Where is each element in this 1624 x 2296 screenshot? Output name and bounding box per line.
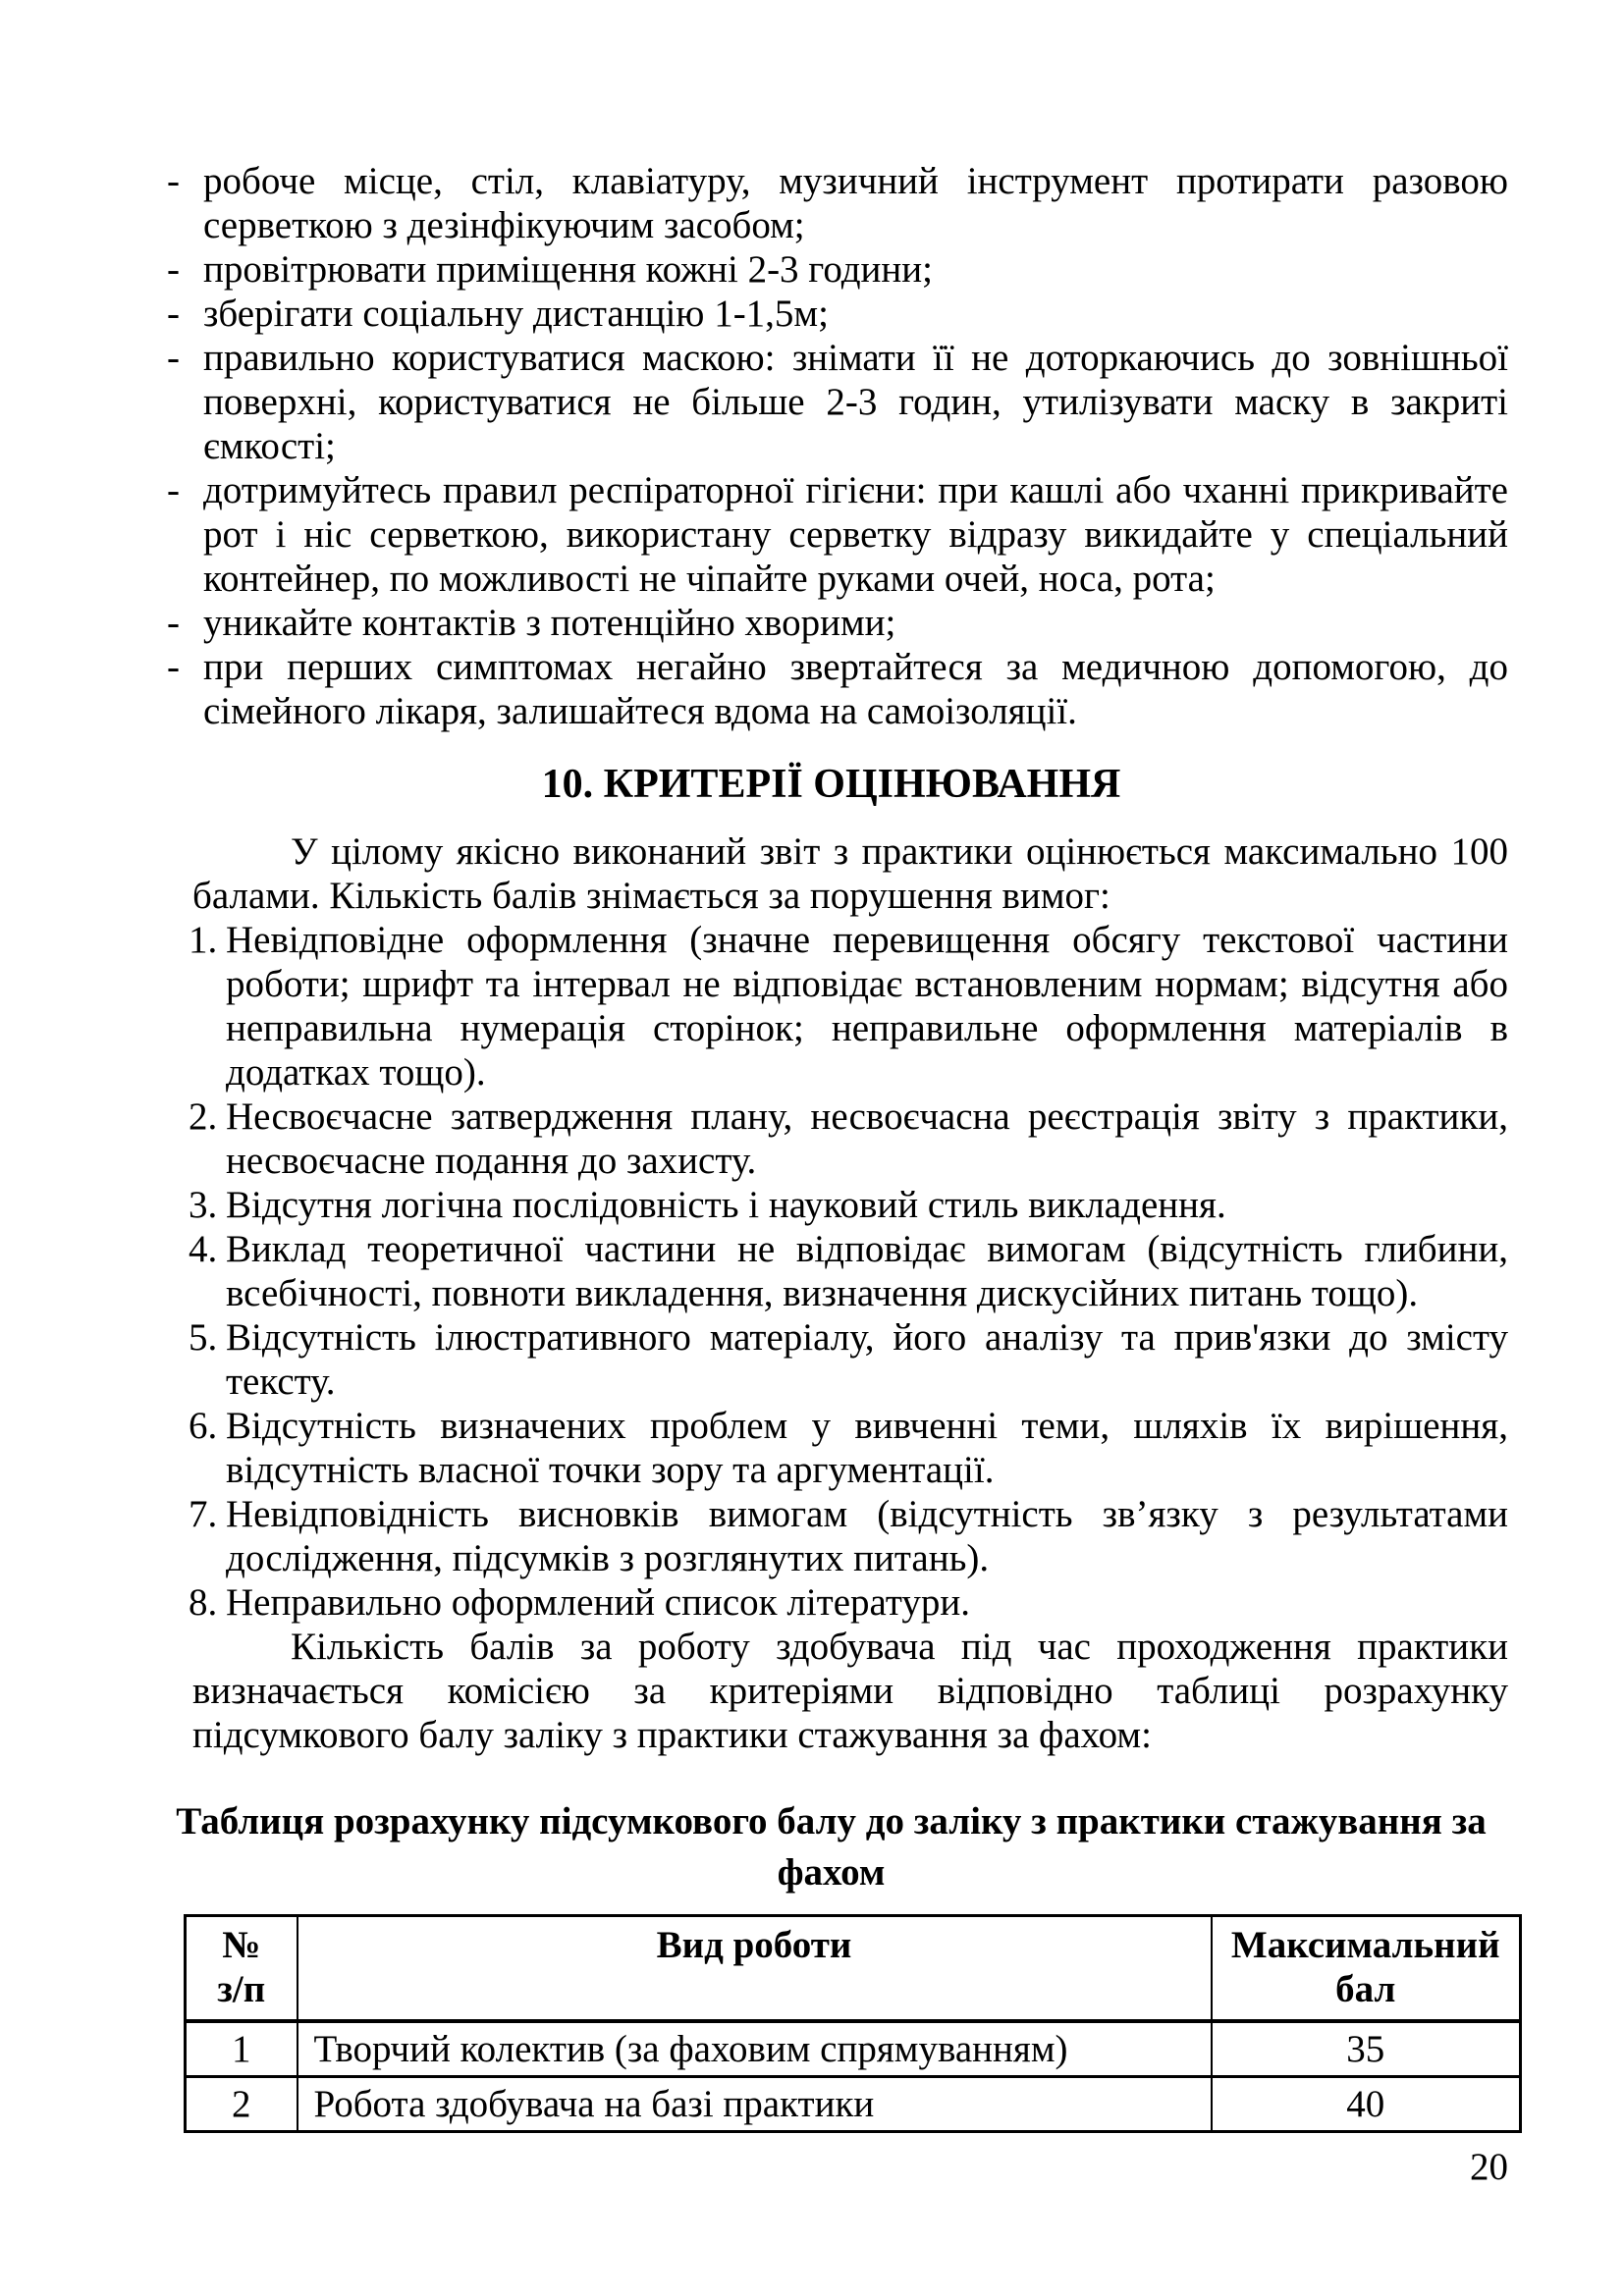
list-item <box>167 601 1508 645</box>
dash-marker: - <box>167 646 180 688</box>
table-row <box>186 2077 1521 2132</box>
list-item <box>167 247 1508 292</box>
list-item-text: Відсутність ілюстративного матеріалу, його аналізу та прив'язки до змісту тексту. <box>226 1316 1508 1403</box>
page-number: 20 <box>1470 2146 1508 2188</box>
column-header-max-score <box>1212 1916 1521 2022</box>
dash-marker: - <box>167 248 180 291</box>
list-item-text: зберігати соціальну дистанцію 1-1,5м; <box>203 293 829 335</box>
dash-marker: - <box>167 293 180 335</box>
closing-paragraph: Кількість балів за роботу здобувача під час проходження практики визначається комісією за критеріями відповідно таблиці розрахунку підсумкового балу заліку з практики стажування за фахом: <box>192 1626 1508 1756</box>
list-item <box>189 1227 1508 1315</box>
work-type-cell: Творчий колектив (за фаховим спрямуванням) <box>298 2021 1212 2077</box>
column-header-line: Вид роботи <box>656 1924 852 1966</box>
list-item <box>189 1404 1508 1492</box>
item-number: 5. <box>189 1316 218 1359</box>
list-item-text: Виклад теоретичної частини не відповідає вимогам (відсутність глибини, всебічності, повноти викладення, визначення дискусійних питань тощо). <box>226 1228 1508 1314</box>
table-header <box>186 1916 1521 2022</box>
table-body <box>186 2021 1521 2132</box>
list-item-text: Несвоєчасне затвердження плану, несвоєчасна реєстрація звіту з практики, несвоєчасне подання до захисту. <box>226 1095 1508 1182</box>
table-row <box>186 2021 1521 2077</box>
column-header-line: бал <box>1335 1968 1396 2010</box>
item-number: 8. <box>189 1581 218 1624</box>
column-header-line: з/п <box>217 1968 266 2010</box>
item-number: 7. <box>189 1493 218 1535</box>
column-header-line: Максимальний <box>1230 1924 1500 1966</box>
list-item-text: Відсутність визначених проблем у вивченні теми, шляхів їх вирішення, відсутність власної точки зору та аргументації. <box>226 1405 1508 1491</box>
column-header-number <box>186 1916 298 2022</box>
table-header-row <box>186 1916 1521 2022</box>
list-item-text: при перших симптомах негайно звертайтеся за медичною допомогою, до сімейного лікаря, залишайтеся вдома на самоізоляції. <box>203 646 1508 732</box>
list-item-text: правильно користуватися маскою: знімати її не доторкаючись до зовнішньої поверхні, користуватися не більше 2-3 годин, утилізувати маску в закриті ємкості; <box>203 337 1508 467</box>
list-item-text: Невідповідність висновків вимогам (відсутність зв’язку з результатами дослідження, підсумків з розглянутих питань). <box>226 1493 1508 1579</box>
section-heading: 10. КРИТЕРІЇ ОЦІНЮВАННЯ <box>541 762 1121 807</box>
item-number: 2. <box>189 1095 218 1138</box>
safety-measures-list <box>154 159 1508 733</box>
list-item-text: Невідповідне оформлення (значне перевищення обсягу текстової частини роботи; шрифт та інтервал не відповідає встановленим нормам; відсутня або неправильна нумерація сторінок; неправильне оформлення матеріалів в додатках тощо). <box>226 919 1508 1094</box>
list-item-text: Відсутня логічна послідовність і науковий стиль викладення. <box>226 1184 1226 1226</box>
list-item <box>167 645 1508 733</box>
item-number: 1. <box>189 919 218 961</box>
list-item <box>189 1095 1508 1183</box>
list-item-text: робоче місце, стіл, клавіатуру, музичний інструмент протирати разовою серветкою з дезінфікуючим засобом; <box>203 160 1508 246</box>
item-number: 3. <box>189 1184 218 1226</box>
dash-marker: - <box>167 602 180 644</box>
list-item <box>189 1580 1508 1625</box>
item-number: 6. <box>189 1405 218 1447</box>
row-number-cell: 2 <box>186 2077 298 2132</box>
list-item-text: провітрювати приміщення кожні 2-3 години; <box>203 248 933 291</box>
list-item-text: уникайте контактів з потенційно хворими; <box>203 602 896 644</box>
list-item <box>189 918 1508 1095</box>
dash-marker: - <box>167 337 180 379</box>
max-score-cell: 35 <box>1212 2021 1521 2077</box>
table-caption: Таблиця розрахунку підсумкового балу до заліку з практики стажування за фахом <box>176 1800 1487 1894</box>
list-item <box>189 1315 1508 1404</box>
column-header-line: № <box>222 1924 261 1966</box>
dash-marker: - <box>167 160 180 202</box>
violations-list <box>154 918 1508 1625</box>
work-type-cell: Робота здобувача на базі практики <box>298 2077 1212 2132</box>
list-item <box>167 336 1508 468</box>
list-item-text: Неправильно оформлений список літератури. <box>226 1581 970 1624</box>
dash-marker: - <box>167 469 180 511</box>
list-item <box>167 292 1508 336</box>
score-table <box>184 1914 1522 2133</box>
row-number-cell: 1 <box>186 2021 298 2077</box>
item-number: 4. <box>189 1228 218 1270</box>
column-header-work-type <box>298 1916 1212 2022</box>
max-score-cell: 40 <box>1212 2077 1521 2132</box>
intro-paragraph: У цілому якісно виконаний звіт з практики оцінюється максимально 100 балами. Кількість балів знімається за порушення вимог: <box>192 830 1508 917</box>
list-item-text: дотримуйтесь правил респіраторної гігієни: при кашлі або чханні прикривайте рот і ніс серветкою, використану серветку відразу викидайте у спеціальний контейнер, по можливості не чіпайте руками очей, носа, рота; <box>203 469 1508 600</box>
list-item <box>167 159 1508 247</box>
list-item <box>189 1183 1508 1227</box>
list-item <box>189 1492 1508 1580</box>
list-item <box>167 468 1508 601</box>
